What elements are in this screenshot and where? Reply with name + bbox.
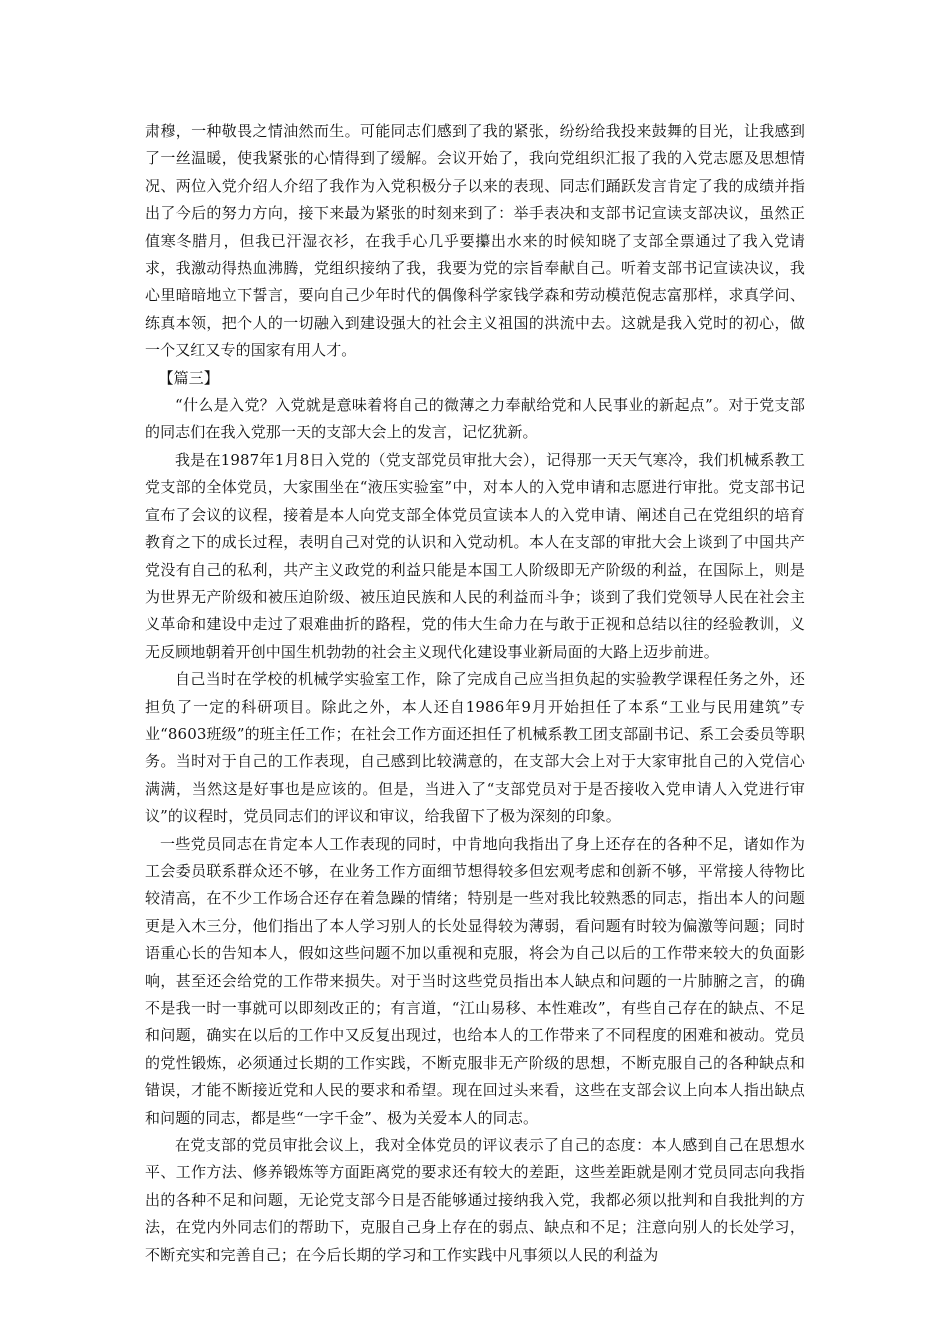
section-heading-part-three: 【篇三】 [158,368,219,387]
paragraph-joining-date: 我是在1987年1月8日入党的（党支部党员审批大会），记得那一天天气寒冷，我们机械系教工党支部的全体党员，大家围坐在“液压实验室”中，对本人的入党申请和志愿进行审批。党支部书记宣布了会议的议程，接着是本人向党支部全体党员宣读本人的入党申请、阐述自己在党组织的培育教育之下的成长过程，表明自己对党的认识和入党动机。本人在支部的审批大会上谈到了中国共产党没有自己的私利，共产主义政党的利益只能是本国工人阶级即无产阶级的利益，在国际上，则是为世界无产阶级和被压迫阶级、被压迫民族和人民的利益而斗争；谈到了我们党领导人民在社会主义革命和建设中走过了艰难曲折的路程，党的伟大生命力在与敢于正视和总结以往的经验教训，义无反顾地朝着开创中国生机勃勃的社会主义现代化建设事业新局面的大路上迈步前进。 [145,450,805,661]
paragraph-continued: 肃穆，一种敬畏之情油然而生。可能同志们感到了我的紧张，纷纷给我投来鼓舞的目光，让我感到了一丝温暖，使我紧张的心情得到了缓解。会议开始了，我向党组织汇报了我的入党志愿及思想情况、两位入党介绍人介绍了我作为入党积极分子以来的表现、同志们踊跃发言肯定了我的成绩并指出了今后的努力方向，接下来最为紧张的时刻来到了：举手表决和支部书记宣读支部决议，虽然正值寒冬腊月，但我已汗湿衣衫，在我手心几乎要攥出水来的时候知晓了支部全票通过了我入党请求，我激动得热血沸腾，党组织接纳了我，我要为党的宗旨奉献自己。听着支部书记宣读决议，我心里暗暗地立下誓言，要向自己少年时代的偶像科学家钱学森和劳动模范倪志富那样，求真学问、练真本领，把个人的一切融入到建设强大的社会主义祖国的洪流中去。这就是我入党时的初心，做一个又红又专的国家有用人才。 [145,122,805,360]
document-page [145,118,805,1269]
paragraph-opening-quote: “什么是入党？入党就是意味着将自己的微薄之力奉献给党和人民事业的新起点”。对于党支部的同志们在我入党那一天的支部大会上的发言，记忆犹新。 [145,396,805,442]
paragraph-member-criticism: 一些党员同志在肯定本人工作表现的同时，中肯地向我指出了身上还存在的各种不足，诸如作为工会委员联系群众还不够，在业务工作方面细节想得较多但宏观考虑和创新不够，平常接人待物比较清高，在不少工作场合还存在着急躁的情绪；特别是一些对我比较熟悉的同志，指出本人的问题更是入木三分，他们指出了本人学习别人的长处显得较为薄弱，看问题有时较为偏激等问题；同时语重心长的告知本人，假如这些问题不加以重视和克服，将会为自己以后的工作带来较大的负面影响，甚至还会给党的工作带来损失。对于当时这些党员指出本人缺点和问题的一片肺腑之言，的确不是我一时一事就可以即刻改正的；有言道，“江山易移、本性难改”，有些自己存在的缺点、不足和问题，确实在以后的工作中又反复出现过，也给本人的工作带来了不同程度的困难和被动。党员的党性锻炼，必须通过长期的工作实践，不断克服非无产阶级的思想，不断克服自己的各种缺点和错误，才能不断接近党和人民的要求和希望。现在回过头来看，这些在支部会议上向本人指出缺点和问题的同志，都是些“一字千金”、极为关爱本人的同志。 [145,834,805,1127]
paragraph-work-background: 自己当时在学校的机械学实验室工作，除了完成自己应当担负起的实验教学课程任务之外，还担负了一定的科研项目。除此之外，本人还自1986年9月开始担任了本系“工业与民用建筑”专业“8603班级”的班主任工作；在社会工作方面还担任了机械系教工团支部副书记、系工会委员等职务。当时对于自己的工作表现，自己感到比较满意的，在支部大会上对于大家审批自己的入党信心满满，当然这是好事也是应该的。但是，当进入了“支部党员对于是否接收入党申请人入党进行审议”的议程时，党员同志们的评议和审议，给我留下了极为深刻的印象。 [145,670,805,826]
paragraph-self-attitude: 在党支部的党员审批会议上，我对全体党员的评议表示了自己的态度：本人感到自己在思想水平、工作方法、修养锻炼等方面距离党的要求还有较大的差距，这些差距就是刚才党员同志向我指出的各种不足和问题，无论党支部今日是否能够通过接纳我入党，我都必须以批判和自我批判的方法，在党内外同志们的帮助下，克服自己身上存在的弱点、缺点和不足；注意向别人的长处学习，不断充实和完善自己；在今后长期的学习和工作实践中凡事须以人民的利益为 [145,1136,805,1264]
